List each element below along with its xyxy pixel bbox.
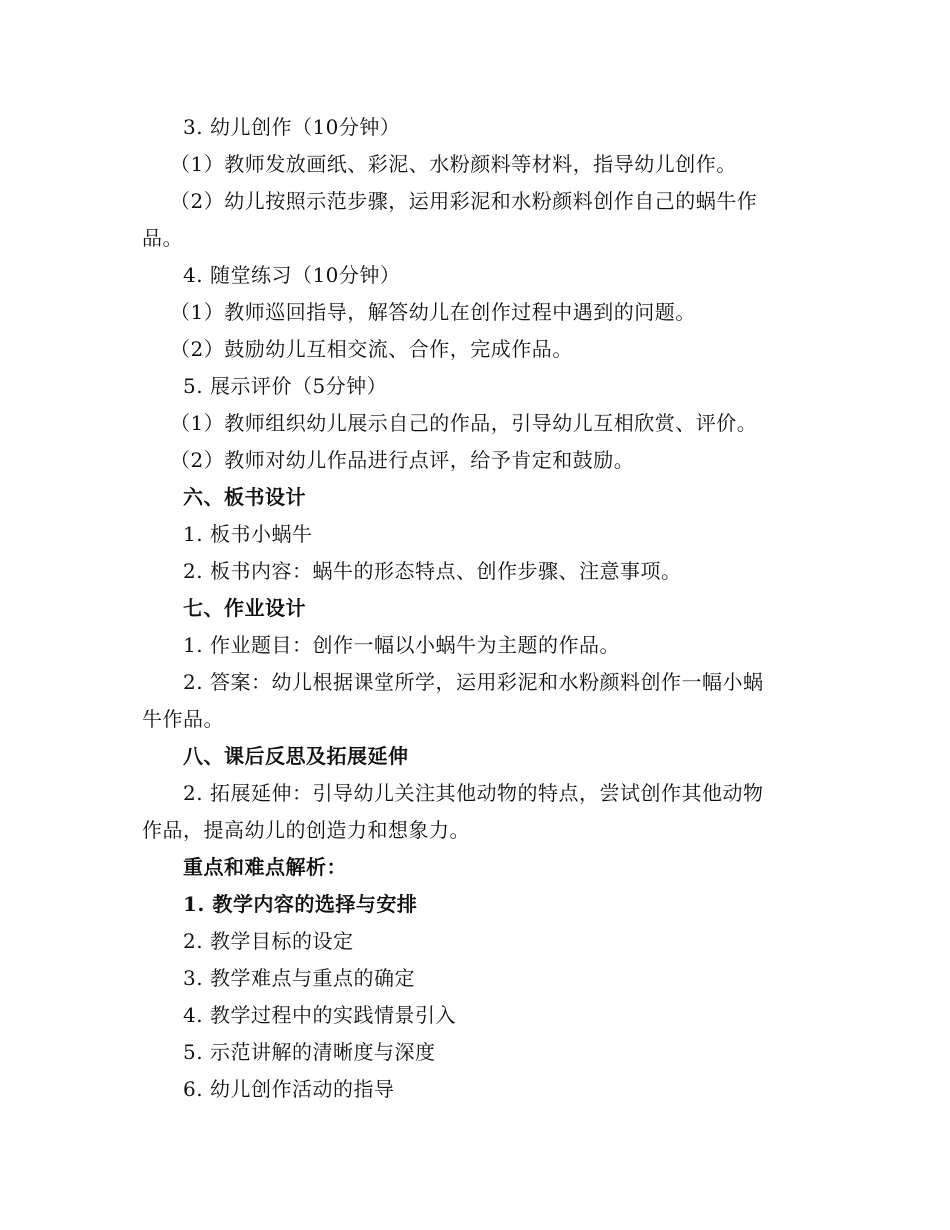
step-3-item-2-cont: 品。 [142, 226, 183, 250]
step-5-item-2: （2）教师对幼儿作品进行点评，给予肯定和鼓励。 [170, 448, 635, 472]
step-3-item-2: （2）幼儿按照示范步骤，运用彩泥和水粉颜料创作自己的蜗牛作 [170, 189, 758, 213]
key-point-3: 3. 教学难点与重点的确定 [183, 966, 415, 990]
section-7-item-2: 2. 答案：幼儿根据课堂所学，运用彩泥和水粉颜料创作一幅小蜗 [183, 670, 764, 694]
step-5-item-1: （1）教师组织幼儿展示自己的作品，引导幼儿互相欣赏、评价。 [170, 411, 758, 435]
step-4-item-1: （1）教师巡回指导，解答幼儿在创作过程中遇到的问题。 [170, 300, 696, 324]
key-point-2: 2. 教学目标的设定 [183, 929, 354, 953]
key-point-4: 4. 教学过程中的实践情景引入 [183, 1003, 456, 1027]
key-point-1: 1. 教学内容的选择与安排 [183, 892, 418, 916]
section-8-heading: 八、课后反思及拓展延伸 [183, 744, 409, 768]
key-point-6: 6. 幼儿创作活动的指导 [183, 1077, 395, 1101]
section-6-item-1: 1. 板书小蜗牛 [183, 522, 313, 546]
section-6-item-2: 2. 板书内容：蜗牛的形态特点、创作步骤、注意事项。 [183, 559, 682, 583]
section-6-heading: 六、板书设计 [183, 485, 306, 509]
key-points-heading: 重点和难点解析： [183, 855, 347, 879]
key-point-5: 5. 示范讲解的清晰度与深度 [183, 1040, 436, 1064]
step-4-heading: 4. 随堂练习（10分钟） [183, 263, 401, 287]
step-4-item-2: （2）鼓励幼儿互相交流、合作，完成作品。 [170, 337, 573, 361]
step-5-heading: 5. 展示评价（5分钟） [183, 374, 388, 398]
section-7-heading: 七、作业设计 [183, 596, 306, 620]
step-3-heading: 3. 幼儿创作（10分钟） [183, 115, 401, 139]
step-3-item-1: （1）教师发放画纸、彩泥、水粉颜料等材料，指导幼儿创作。 [170, 152, 737, 176]
section-7-item-1: 1. 作业题目：创作一幅以小蜗牛为主题的作品。 [183, 633, 620, 657]
section-8-item-2: 2. 拓展延伸：引导幼儿关注其他动物的特点，尝试创作其他动物 [183, 781, 764, 805]
section-7-item-2-cont: 牛作品。 [142, 707, 224, 731]
section-8-item-2-cont: 作品，提高幼儿的创造力和想象力。 [142, 818, 470, 842]
